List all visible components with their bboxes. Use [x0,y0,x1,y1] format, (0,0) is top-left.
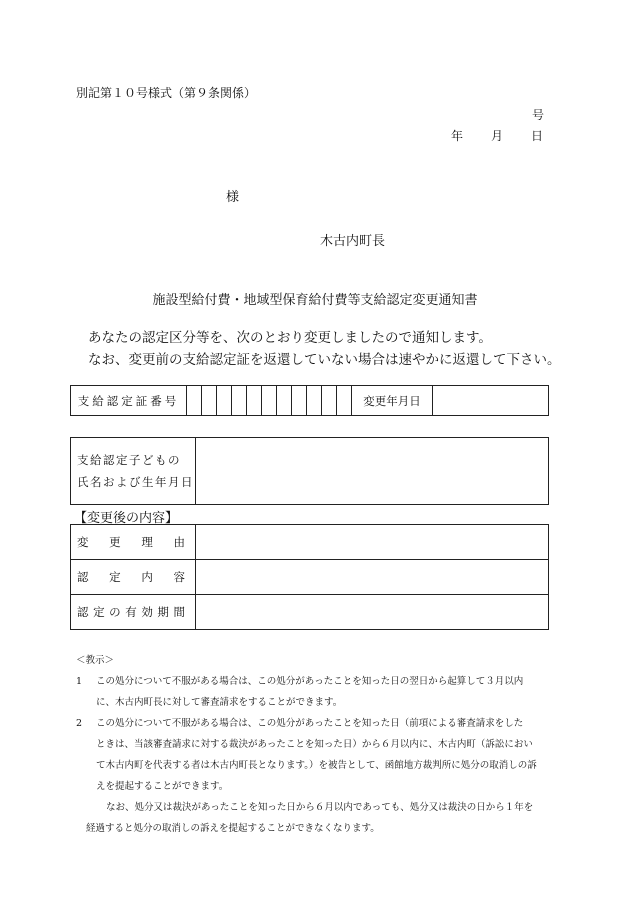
cert-digit-box[interactable] [292,386,307,416]
note-item-1-cont: に、木古内町長に対して審査請求をすることができます。 [96,697,343,708]
date-year: 年 [451,129,464,143]
recipient-honorific: 様 [226,190,240,205]
label-char: 変 [77,535,89,549]
note-item-2-number: 2 [76,718,83,729]
validity-period-text [77,604,185,620]
label-char: 定 [93,605,105,619]
note-item-2-cont-3: えを提起することができます。 [96,781,229,792]
certificate-table [70,385,549,416]
cert-digit-box[interactable] [262,386,277,416]
validity-period-field[interactable] [196,595,549,630]
certification-content-field[interactable] [196,560,549,595]
after-change-table [70,524,549,630]
body-line-1: あなたの認定区分等を、次のとおり変更しましたので通知します。 [88,330,492,346]
label-char: 有 [125,605,137,619]
cert-number-label: 支給認定証番号 [71,386,187,416]
cert-digit-box[interactable] [277,386,292,416]
label-char: 認 [77,570,89,584]
cert-spacer [337,386,352,416]
change-reason-label [71,525,196,560]
change-date-field[interactable] [433,386,549,416]
child-field[interactable] [196,438,549,505]
note-item-1 [76,671,566,692]
label-char: の [109,605,121,619]
label-char: 定 [109,570,121,584]
note-item-2-line-1: この処分について不服がある場合は、この処分があったことを知った日（前項による審査請求をした [96,718,524,729]
certification-content-label [71,560,196,595]
change-reason-text [77,534,185,550]
child-label-line-1: 支給認定子どもの [77,453,181,467]
note-item-1-number: 1 [76,676,83,687]
cert-digit-box[interactable] [307,386,322,416]
label-char: 内 [141,570,153,584]
child-label-line-2: 氏名および生年月日 [77,475,194,489]
label-char: 期 [157,605,169,619]
cert-digit-box[interactable] [217,386,232,416]
label-char: 更 [109,535,121,549]
number-label: 号 [532,108,545,122]
notes [76,650,566,839]
note-item-2-cont-1: ときは、当該審査請求に対する裁決があったことを知った日）から６月以内に、木古内町（訴訟におい [96,739,533,750]
after-change-heading: 【変更後の内容】 [74,511,179,526]
validity-period-label [71,595,196,630]
label-char: 効 [141,605,153,619]
document-title: 施設型給付費・地域型保育給付費等支給認定変更通知書 [152,293,478,308]
note-paragraph-line-1: なお、処分又は裁決があったことを知った日から６月以内であっても、処分又は裁決の日から１年を [106,802,534,813]
cert-digit-box[interactable] [232,386,247,416]
cert-digit-box[interactable] [187,386,202,416]
cert-digit-box[interactable] [202,386,217,416]
note-item-2 [76,713,566,734]
form-id: 別記第１０号様式（第９条関係） [76,86,257,100]
date-month: 月 [491,129,504,143]
child-label [71,438,196,505]
change-date-label: 変更年月日 [352,386,433,416]
label-char: 認 [77,605,89,619]
body-line-2: なお、変更前の支給認定証を返還していない場合は速やかに返還して下さい。 [88,352,561,368]
note-paragraph-line-2: 経過すると処分の取消しの訴えを提起することができなくなります。 [86,823,380,834]
certification-content-text [77,569,185,585]
label-char: 由 [173,535,185,549]
issuer: 木古内町長 [320,234,386,249]
child-table [70,437,549,505]
cert-digit-box[interactable] [247,386,262,416]
note-item-1-line-1: この処分について不服がある場合は、この処分があったことを知った日の翌日から起算して３月以内 [96,676,524,687]
label-char: 間 [173,605,185,619]
label-char: 理 [141,535,153,549]
notes-heading: ＜教示＞ [76,655,115,666]
note-item-2-cont-2: て木古内町を代表する者は木古内町長となります。）を被告として、函館地方裁判所に処分の取消しの訴 [96,760,537,771]
change-reason-field[interactable] [196,525,549,560]
date-day: 日 [531,129,544,143]
label-char: 容 [173,570,185,584]
cert-digit-box[interactable] [322,386,337,416]
